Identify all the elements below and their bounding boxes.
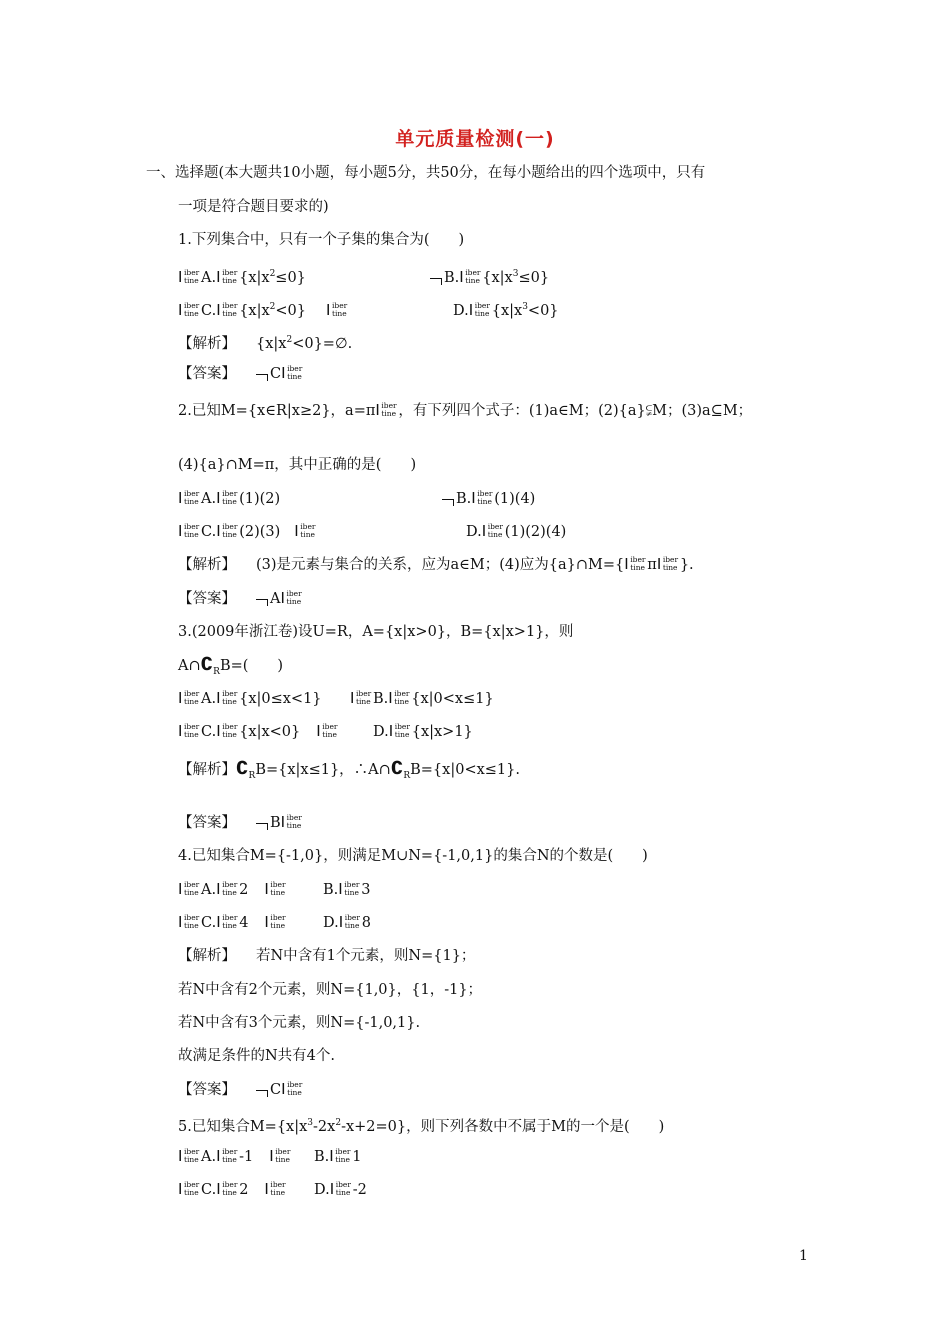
- inline-marker-icon: [178, 1180, 200, 1198]
- inline-marker-icon: [216, 913, 238, 931]
- inline-marker-icon: [375, 401, 397, 419]
- question-5-option-b: B.I iber tine 1: [314, 1147, 362, 1167]
- inline-marker-icon: [216, 880, 238, 898]
- inline-marker-icon: [216, 301, 238, 319]
- inline-marker-icon: [281, 813, 303, 831]
- question-5-option-d: D.I iber tine -2: [314, 1180, 367, 1200]
- question-3-answer: 【答案】 BI iber tine: [178, 813, 304, 833]
- question-4-analysis-line-2: 若N中含有2个元素，则N={1,0}，{1，-1}；: [178, 982, 483, 998]
- inline-marker-icon: [350, 689, 372, 707]
- question-2-option-d: D.I iber tine (1)(2)(4): [466, 522, 566, 542]
- question-1-option-a: I iber tineA.I iber tine $\{x|x^2\le 0\}$: [178, 264, 306, 288]
- question-4-analysis-line-3: 若N中含有3个元素，则N={-1,0,1}.: [178, 1015, 421, 1031]
- question-3-option-b: I iber tine B.I iber tine {x|0<x≤1}: [350, 689, 494, 709]
- inline-marker-icon: [482, 522, 504, 540]
- question-1-option-c: I iber tineC.I iber tine $\{x|x^2<0\}I$ iber tine: [178, 297, 349, 321]
- question-4-option-d: D.I iber tine 8: [323, 913, 371, 933]
- inline-marker-icon: [178, 301, 200, 319]
- question-5-option-a: I iber tineA.I iber tine -1I iber tine: [178, 1147, 292, 1167]
- question-1-answer: 【答案】 CI iber tine: [178, 364, 304, 384]
- inline-marker-icon: [178, 1147, 200, 1165]
- inline-marker-icon: [459, 268, 481, 286]
- negation-mark-icon: [256, 1090, 268, 1097]
- inline-marker-icon: [216, 522, 238, 540]
- inline-marker-icon: [389, 722, 411, 740]
- question-1-stem: 1.下列集合中，只有一个子集的集合为( ): [178, 232, 465, 248]
- inline-marker-icon: [216, 1180, 238, 1198]
- inline-marker-icon: [339, 913, 361, 931]
- page-title: 单元质量检测(一): [395, 128, 555, 150]
- question-1-analysis: 【解析】 $\{x|x^2<0\}=\emptyset$.: [178, 335, 353, 352]
- inline-marker-icon: [657, 555, 679, 573]
- inline-marker-icon: [216, 689, 238, 707]
- inline-marker-icon: [216, 722, 238, 740]
- question-4-answer: 【答案】 CI iber tine: [178, 1080, 304, 1100]
- inline-marker-icon: [624, 555, 646, 573]
- question-2-analysis: 【解析】 (3)是元素与集合的关系，应为a∈M；(4)应为{a}∩M={I iber tine πI iber tine }.: [178, 555, 694, 575]
- question-4-analysis-line-4: 故满足条件的N共有4个.: [178, 1048, 336, 1064]
- page-number: 1: [799, 1248, 808, 1264]
- question-2-answer: 【答案】 AI iber tine: [178, 589, 303, 609]
- inline-marker-icon: [280, 589, 302, 607]
- question-2-option-b: B.I iber tine (1)(4): [442, 489, 535, 509]
- question-3-analysis: 【解析】$∁_RB=\{x|x\le 1\}$，$\therefore A\cap∁_RB=\{x|0<x\le 1\}$.: [178, 758, 520, 781]
- question-5-option-c: I iber tineC.I iber tine 2I iber tine: [178, 1180, 287, 1200]
- question-2-stem: 2.已知M={x∈R|x≥2}，a=πI iber tine ，有下列四个式子：(1)a∈M；(2){a}⫋M；(3)a⊆M；: [178, 401, 752, 421]
- inline-marker-icon: [281, 364, 303, 382]
- inline-marker-icon: [281, 1080, 303, 1098]
- question-4-option-b: B.I iber tine 3: [323, 880, 371, 900]
- inline-marker-icon: [316, 722, 338, 740]
- question-1-option-b: B.I iber tine $\{x|x^3\le 0\}$: [430, 264, 549, 288]
- question-3-stem: 3.(2009年浙江卷)设U=R，A={x|x>0}，B={x|x>1}，则: [178, 624, 574, 640]
- negation-mark-icon: [430, 278, 442, 285]
- question-1-option-d: D.I iber tine $\{x|x^3<0\}$: [453, 297, 559, 321]
- inline-marker-icon: [330, 1180, 352, 1198]
- question-2-stem-cont: (4){a}∩M=π，其中正确的是( ): [178, 457, 417, 473]
- negation-mark-icon: [256, 599, 268, 606]
- inline-marker-icon: [326, 301, 348, 319]
- inline-marker-icon: [264, 913, 286, 931]
- inline-marker-icon: [329, 1147, 351, 1165]
- inline-marker-icon: [178, 268, 200, 286]
- inline-marker-icon: [471, 489, 493, 507]
- inline-marker-icon: [269, 1147, 291, 1165]
- inline-marker-icon: [264, 1180, 286, 1198]
- inline-marker-icon: [216, 1147, 238, 1165]
- inline-marker-icon: [388, 689, 410, 707]
- question-4-stem: 4.已知集合M={-1,0}，则满足M∪N={-1,0,1}的集合N的个数是( ): [178, 848, 648, 864]
- question-3-option-c: I iber tineC.I iber tine {x|x<0}I iber tine: [178, 722, 339, 742]
- question-2-option-c: I iber tineC.I iber tine (2)(3)I iber tine: [178, 522, 317, 542]
- negation-mark-icon: [256, 374, 268, 381]
- inline-marker-icon: [469, 301, 491, 319]
- question-3-stem-cont: $A\cap∁_RB=$( ): [178, 654, 284, 677]
- question-5-stem: 5.已知集合$M=\{x|x^3-2x^2-x+2=0\}$，则下列各数中不属于M的一个是( ): [178, 1118, 665, 1135]
- inline-marker-icon: [178, 913, 200, 931]
- question-3-option-a: I iber tineA.I iber tine {x|0≤x<1}: [178, 689, 322, 709]
- inline-marker-icon: [264, 880, 286, 898]
- inline-marker-icon: [178, 522, 200, 540]
- inline-marker-icon: [178, 722, 200, 740]
- inline-marker-icon: [178, 489, 200, 507]
- inline-marker-icon: [294, 522, 316, 540]
- question-2-option-a: I iber tineA.I iber tine (1)(2): [178, 489, 280, 509]
- question-4-option-a: I iber tineA.I iber tine 2I iber tine: [178, 880, 287, 900]
- inline-marker-icon: [178, 689, 200, 707]
- section-heading: 一、选择题(本大题共10小题，每小题5分，共50分，在每小题给出的四个选项中，只有: [146, 165, 706, 181]
- question-4-analysis: 【解析】 若N中含有1个元素，则N={1}；: [178, 948, 476, 964]
- question-4-option-c: I iber tineC.I iber tine 4I iber tine: [178, 913, 287, 933]
- section-heading-cont: 一项是符合题目要求的): [178, 199, 329, 215]
- negation-mark-icon: [256, 823, 268, 830]
- question-3-option-d: D.I iber tine {x|x>1}: [373, 722, 473, 742]
- inline-marker-icon: [216, 489, 238, 507]
- inline-marker-icon: [216, 268, 238, 286]
- negation-mark-icon: [442, 499, 454, 506]
- inline-marker-icon: [338, 880, 360, 898]
- inline-marker-icon: [178, 880, 200, 898]
